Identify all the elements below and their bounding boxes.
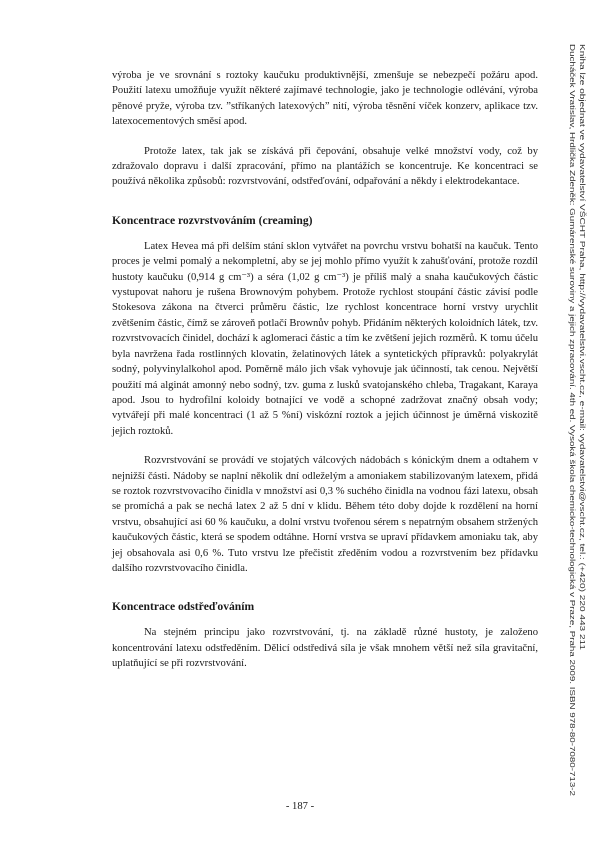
paragraph-intro-continued: výroba je ve srovnání s roztoky kaučuku produktivnější, zmenšuje se nebezpečí požáru apod. Použití latexu umožňuje využít některé zajímavé technologie, jako je technologie odlévání, výroba pěnové pryže, výroba tzv. ”stříkaných latexových” nití, výroba těsnění víček konzerv, aplikace tzv. latexocementových směsí apod. xyxy=(112,70,538,128)
margin-citation xyxy=(552,40,592,800)
citation-line-2: Kniha lze objednat ve vydavatelství VŠCHT Praha, http://vydavatelstvi.vscht.cz, e-mail: vydavatelstvi@vscht.cz, tel.: (+420) 220 443 211 xyxy=(578,44,587,477)
section-heading-creaming: Koncentrace rozvrstvováním (creaming) xyxy=(112,213,313,227)
text-column xyxy=(112,68,538,686)
page-number: - 187 - xyxy=(285,801,315,812)
section-heading-centrifuge: Koncentrace odstřeďováním xyxy=(112,600,255,614)
citation-line-1: Ducháček Vratislav, Hrdlička Zdeněk: Gumárenské suroviny a jejich zpracování. 4th ed. Vysoká škola chemicko-technologická v Praze, Praha 2009. ISBN 978-80-7080-713-2 xyxy=(568,44,577,597)
paragraph-creaming-process: Rozvrstvování se provádí ve stojatých válcových nádobách s kónickým dnem a odtahem v nejnižší části. Nádoby se naplní několik dní odleželým a amoniakem stabilizovaným latexem, přidá se roztok rozvrstvovacího činidla v množství asi 0,3 % suchého činidla na vodnou fázi latexu, obsah se promíchá a pak se nechá latex 2 až 5 dní v klidu. Během této doby dojde k rozdělení na horní vrstvu, obsahující asi 60 % kaučuku, a dolní vrstvu tvořenou sérem s nepatrným obsahem stržených kaučukových částic, která se spodem odtáhne. Horní vrstva se upraví přídavkem amoniaku tak, aby jej obsahovala asi 0,6 %. Tuto vrstvu lze přečistit zředěním vodou a rozvrstvením bez přídavku dalšího rozvrstvovacího činidla. xyxy=(112,455,538,574)
paragraph-centrifuge: Na stejném principu jako rozvrstvování, tj. na základě různé hustoty, je založeno koncentrování latexu odstředěním. Dělicí odstředivá síla je však mnohem větší než síla gravitační, uplatňující se při rozvrstvování. xyxy=(112,627,538,670)
paragraph-concentration-methods: Protože latex, tak jak se získává při čepování, obsahuje velké množství vody, což by zdražovalo dopravu i další zpracování, přímo na plantážích se koncentruje. Ke koncentraci se používá několika způsobů: rozvrstvování, odstřeďování, odpařování a někdy i elektrodekantace. xyxy=(112,145,538,188)
paragraph-creaming-theory: Latex Hevea má při delším stání sklon vytvářet na povrchu vrstvu bohatší na kaučuk. Tento proces je velmi pomalý a nekompletní, aby se jej mohlo přímo využít k zahušťování, protože rozdíl hustoty kaučuku (0,914 g cm⁻³) a séra (1,02 g cm⁻³) je příliš malý a snaha kaučukových částic vystupovat nahoru je rušena Brownovým pohybem. Protože rychlost stoupání částic závisí podle Stokesova zákona na čtverci průměru částic, lze rychlost koncentrace horní vrstvy urychlit zvětšením částic, čímž se zároveň potlačí Brownův pohyb. Přidáním některých koloidních látek, tzv. rozvrstvovacích činidel, dochází k aglomeraci částic a tím ke zvětšení jejich rozměrů. K tomu účelu byla navržena řada rostlinných klovatin, želatinových látek a syntetických přípravků: polyakrylát sodný, polyvinylalkohol apod. Poměrně málo jich však vyhovuje jak účinností, tak cenou. Největší použití má alginát amonný nebo sodný, tzv. guma z lusků svatojanského chleba, Tragakant, Karaya apod. Jsou to hydrofilní koloidy botnající ve vodě a schopné zadržovat značný obsah vody; vytvářejí při malé koncentraci (1 až 5 %ní) viskózní roztok a jejich účinnost je úměrná viskozitě jejich roztoků. xyxy=(112,240,538,437)
